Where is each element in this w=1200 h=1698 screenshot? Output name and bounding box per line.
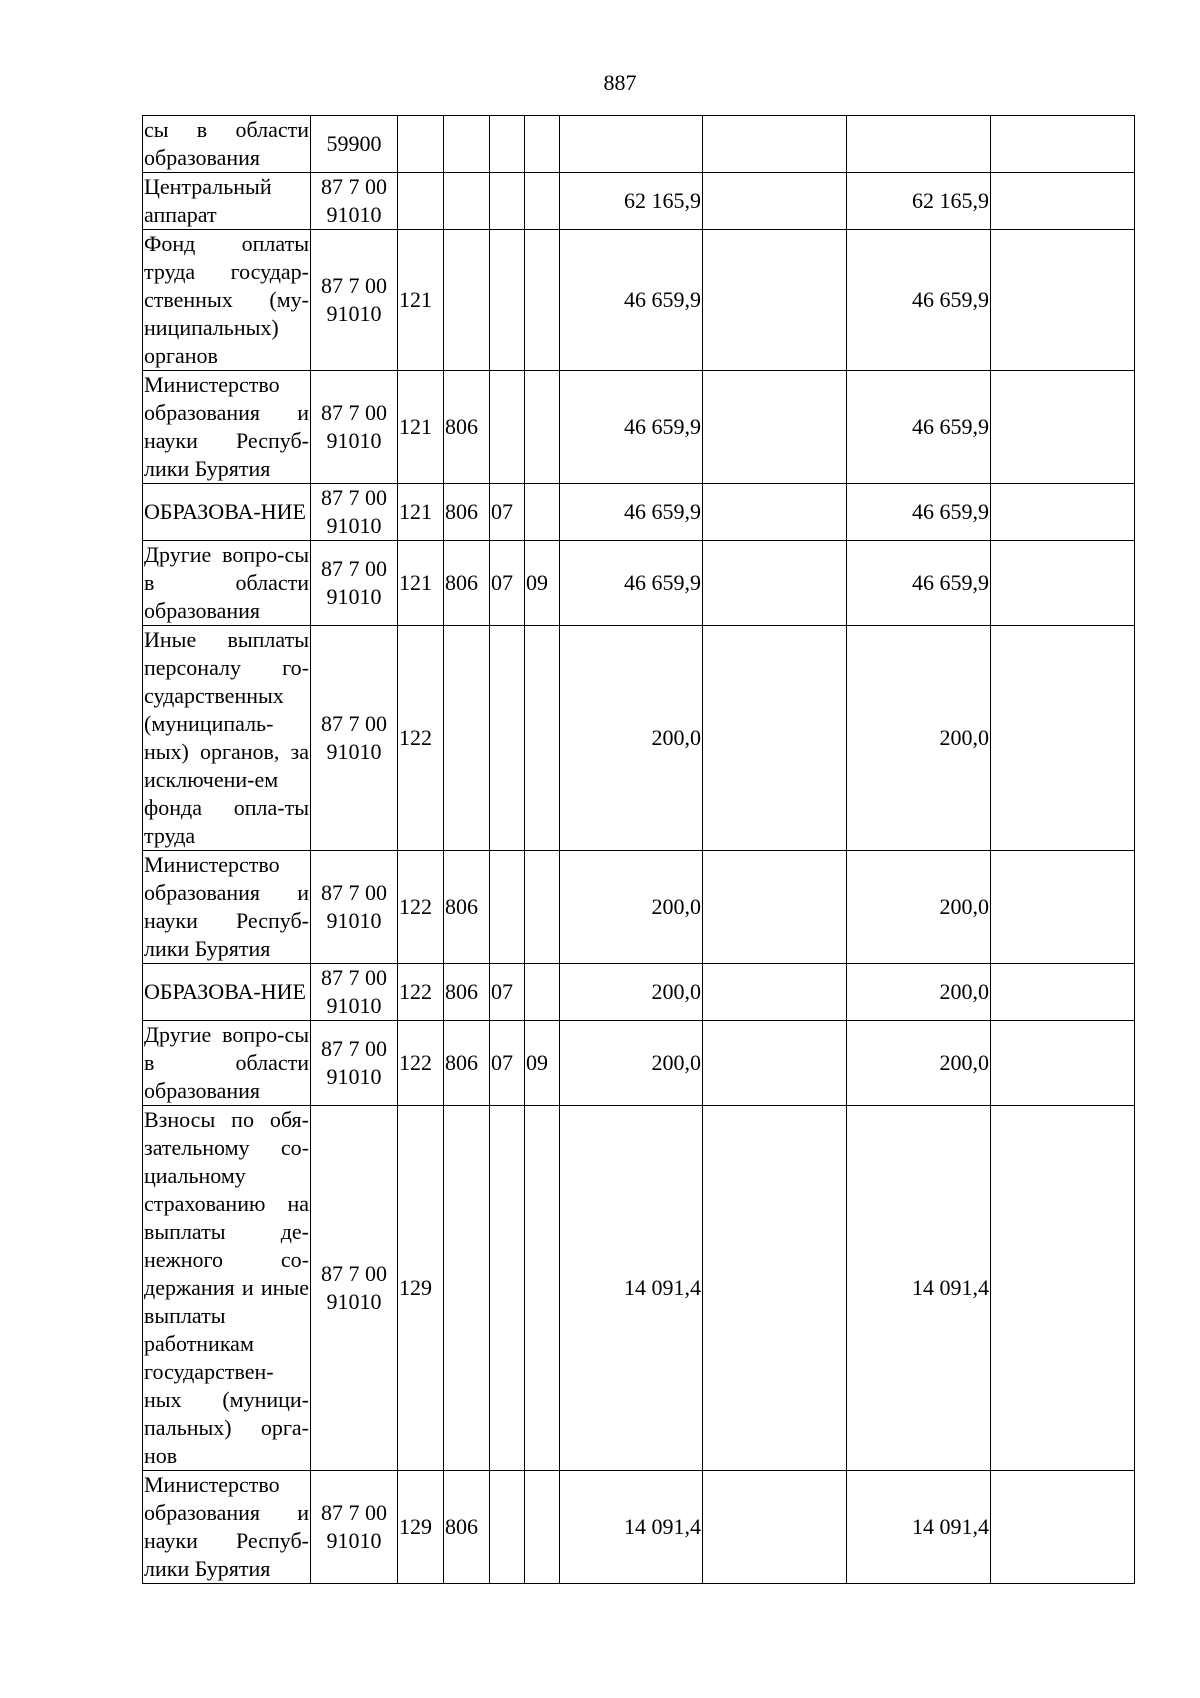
budget-table	[142, 115, 1135, 1584]
amount-2	[703, 1021, 847, 1106]
subsection-code: 09	[525, 541, 560, 626]
target-article-code: 87 7 00 91010	[311, 964, 398, 1021]
expense-type-code: 122	[398, 851, 444, 964]
item-name: Иные выплаты персоналу го-сударственных (муниципаль-ных) органов, за исключени-ем фонда опла-ты труда	[143, 626, 311, 851]
expense-type-code: 121	[398, 230, 444, 371]
table-row	[143, 1106, 1135, 1471]
amount-3: 200,0	[847, 851, 991, 964]
amount-3: 200,0	[847, 626, 991, 851]
expense-type-code: 129	[398, 1471, 444, 1584]
subsection-code	[525, 851, 560, 964]
amount-3: 200,0	[847, 1021, 991, 1106]
item-name: Министерство образования и науки Респуб-лики Бурятия	[143, 1471, 311, 1584]
target-article-code: 87 7 00 91010	[311, 1471, 398, 1584]
amount-2	[703, 230, 847, 371]
amount-1: 200,0	[560, 1021, 703, 1106]
section-code: 07	[490, 541, 525, 626]
amount-2	[703, 541, 847, 626]
administrator-code: 806	[444, 1021, 490, 1106]
section-code	[490, 230, 525, 371]
amount-4	[991, 371, 1135, 484]
amount-4	[991, 1471, 1135, 1584]
table-row	[143, 116, 1135, 173]
amount-1: 200,0	[560, 964, 703, 1021]
administrator-code: 806	[444, 541, 490, 626]
administrator-code: 806	[444, 484, 490, 541]
amount-4	[991, 230, 1135, 371]
table-row	[143, 626, 1135, 851]
target-article-code: 59900	[311, 116, 398, 173]
administrator-code	[444, 626, 490, 851]
amount-2	[703, 1471, 847, 1584]
item-name: Фонд оплаты труда государ-ственных (му-ниципальных) органов	[143, 230, 311, 371]
amount-4	[991, 116, 1135, 173]
target-article-code: 87 7 00 91010	[311, 230, 398, 371]
amount-2	[703, 626, 847, 851]
administrator-code	[444, 230, 490, 371]
table-row	[143, 541, 1135, 626]
target-article-code: 87 7 00 91010	[311, 484, 398, 541]
amount-2	[703, 116, 847, 173]
section-code	[490, 1471, 525, 1584]
item-name: сы в области образования	[143, 116, 311, 173]
table-row	[143, 371, 1135, 484]
section-code: 07	[490, 484, 525, 541]
item-name: Министерство образования и науки Респуб-лики Бурятия	[143, 851, 311, 964]
amount-3: 14 091,4	[847, 1471, 991, 1584]
subsection-code	[525, 484, 560, 541]
amount-2	[703, 964, 847, 1021]
administrator-code: 806	[444, 371, 490, 484]
amount-3: 62 165,9	[847, 173, 991, 230]
amount-1: 200,0	[560, 851, 703, 964]
section-code	[490, 851, 525, 964]
expense-type-code: 121	[398, 484, 444, 541]
amount-4	[991, 1106, 1135, 1471]
administrator-code: 806	[444, 1471, 490, 1584]
amount-1: 46 659,9	[560, 371, 703, 484]
section-code: 07	[490, 964, 525, 1021]
amount-2	[703, 484, 847, 541]
subsection-code	[525, 626, 560, 851]
target-article-code: 87 7 00 91010	[311, 1106, 398, 1471]
target-article-code: 87 7 00 91010	[311, 1021, 398, 1106]
target-article-code: 87 7 00 91010	[311, 173, 398, 230]
amount-4	[991, 964, 1135, 1021]
amount-2	[703, 851, 847, 964]
item-name: Министерство образования и науки Респуб-лики Бурятия	[143, 371, 311, 484]
target-article-code: 87 7 00 91010	[311, 371, 398, 484]
subsection-code	[525, 173, 560, 230]
table-row	[143, 484, 1135, 541]
item-name: Центральный аппарат	[143, 173, 311, 230]
administrator-code	[444, 116, 490, 173]
item-name: ОБРАЗОВА-НИЕ	[143, 484, 311, 541]
amount-1: 46 659,9	[560, 484, 703, 541]
amount-4	[991, 851, 1135, 964]
expense-type-code: 122	[398, 626, 444, 851]
amount-4	[991, 173, 1135, 230]
amount-1: 14 091,4	[560, 1106, 703, 1471]
section-code: 07	[490, 1021, 525, 1106]
amount-2	[703, 1106, 847, 1471]
subsection-code	[525, 116, 560, 173]
table-row	[143, 851, 1135, 964]
administrator-code	[444, 173, 490, 230]
section-code	[490, 371, 525, 484]
amount-2	[703, 173, 847, 230]
amount-3: 200,0	[847, 964, 991, 1021]
target-article-code: 87 7 00 91010	[311, 541, 398, 626]
table-body	[143, 116, 1135, 1584]
page-number: 887	[603, 70, 637, 95]
amount-3: 14 091,4	[847, 1106, 991, 1471]
amount-1: 62 165,9	[560, 173, 703, 230]
item-name: Взносы по обя-зательному со-циальному страхованию на выплаты де-нежного со-держания и иные выплаты работникам государствен-ных (муници-пальных) орга-нов	[143, 1106, 311, 1471]
subsection-code: 09	[525, 1021, 560, 1106]
amount-3: 46 659,9	[847, 230, 991, 371]
table-row	[143, 1021, 1135, 1106]
expense-type-code	[398, 116, 444, 173]
section-code	[490, 173, 525, 230]
expense-type-code: 122	[398, 964, 444, 1021]
subsection-code	[525, 964, 560, 1021]
table-row	[143, 173, 1135, 230]
expense-type-code: 121	[398, 371, 444, 484]
item-name: ОБРАЗОВА-НИЕ	[143, 964, 311, 1021]
amount-1: 200,0	[560, 626, 703, 851]
amount-3: 46 659,9	[847, 484, 991, 541]
target-article-code: 87 7 00 91010	[311, 626, 398, 851]
table-row	[143, 964, 1135, 1021]
expense-type-code: 122	[398, 1021, 444, 1106]
amount-2	[703, 371, 847, 484]
amount-3	[847, 116, 991, 173]
subsection-code	[525, 230, 560, 371]
subsection-code	[525, 371, 560, 484]
table-row	[143, 230, 1135, 371]
section-code	[490, 116, 525, 173]
item-name: Другие вопро-сы в области образования	[143, 1021, 311, 1106]
section-code	[490, 626, 525, 851]
subsection-code	[525, 1106, 560, 1471]
item-name: Другие вопро-сы в области образования	[143, 541, 311, 626]
expense-type-code	[398, 173, 444, 230]
administrator-code: 806	[444, 964, 490, 1021]
expense-type-code: 121	[398, 541, 444, 626]
target-article-code: 87 7 00 91010	[311, 851, 398, 964]
expense-type-code: 129	[398, 1106, 444, 1471]
amount-4	[991, 484, 1135, 541]
amount-4	[991, 541, 1135, 626]
amount-1: 46 659,9	[560, 230, 703, 371]
amount-4	[991, 626, 1135, 851]
administrator-code	[444, 1106, 490, 1471]
amount-1	[560, 116, 703, 173]
administrator-code: 806	[444, 851, 490, 964]
subsection-code	[525, 1471, 560, 1584]
section-code	[490, 1106, 525, 1471]
amount-1: 14 091,4	[560, 1471, 703, 1584]
amount-3: 46 659,9	[847, 371, 991, 484]
amount-4	[991, 1021, 1135, 1106]
table-row	[143, 1471, 1135, 1584]
amount-3: 46 659,9	[847, 541, 991, 626]
amount-1: 46 659,9	[560, 541, 703, 626]
